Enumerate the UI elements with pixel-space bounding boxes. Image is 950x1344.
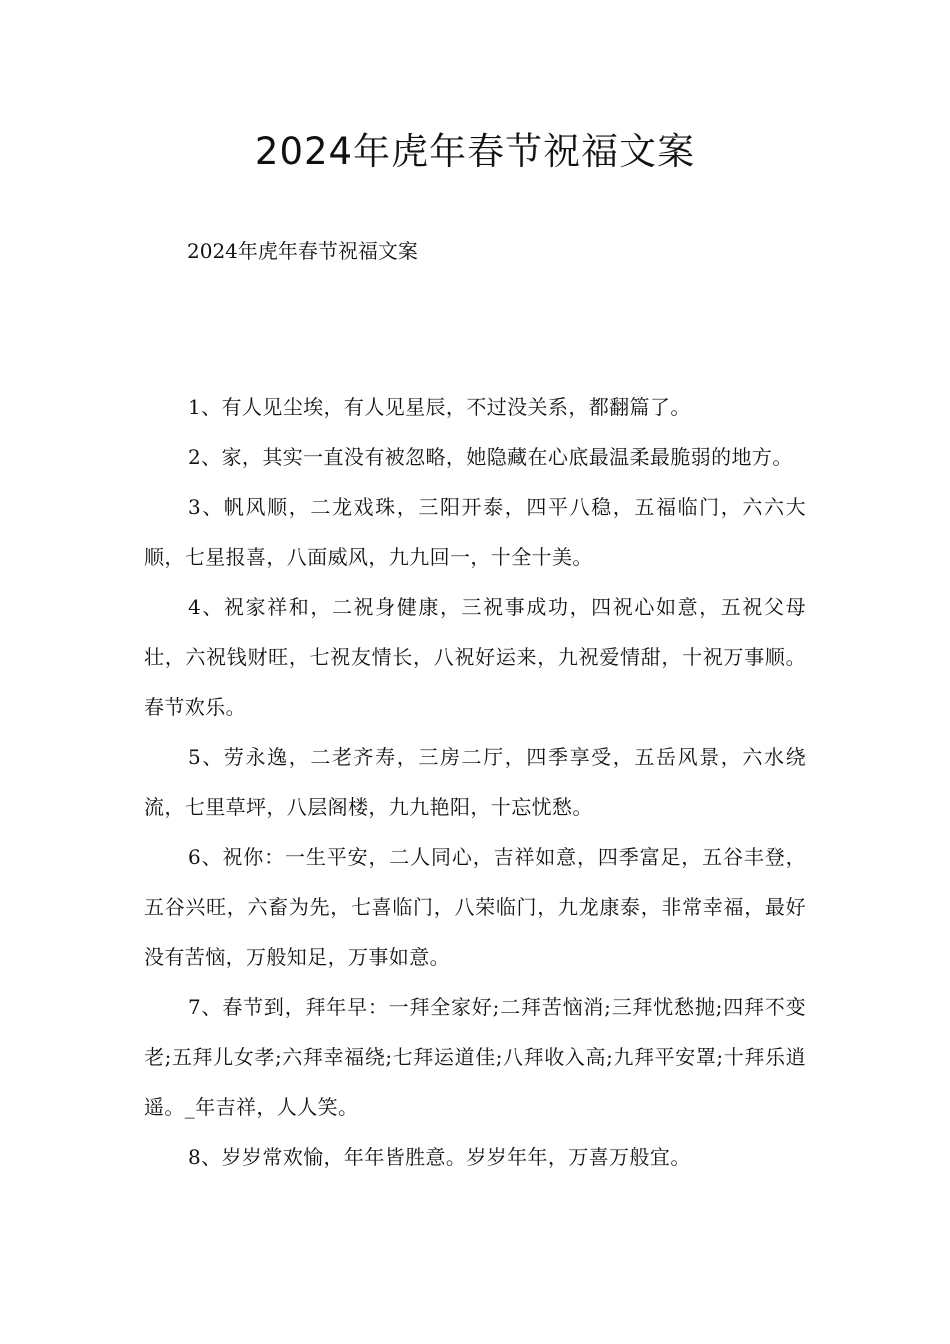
document-title: 2024年虎年春节祝福文案 — [254, 130, 696, 173]
paragraph-6: 6、祝你：一生平安，二人同心，吉祥如意，四季富足，五谷丰登，五谷兴旺，六畜为先，七喜临门，八荣临门，九龙康泰，非常幸福，最好没有苦恼，万般知足，万事如意。 — [144, 845, 806, 969]
paragraph-3: 3、帆风顺，二龙戏珠，三阳开泰，四平八稳，五福临门，六六大顺，七星报喜，八面威风，九九回一，十全十美。 — [144, 495, 806, 569]
document-subtitle: 2024年虎年春节祝福文案 — [187, 239, 418, 263]
paragraph-5: 5、劳永逸，二老齐寿，三房二厅，四季享受，五岳风景，六水绕流，七里草坪，八层阁楼，九九艳阳，十忘忧愁。 — [144, 745, 806, 819]
paragraph-1: 1、有人见尘埃，有人见星辰，不过没关系，都翻篇了。 — [188, 395, 691, 419]
paragraph-4: 4、祝家祥和，二祝身健康，三祝事成功，四祝心如意，五祝父母壮，六祝钱财旺，七祝友情长，八祝好运来，九祝爱情甜，十祝万事顺。春节欢乐。 — [144, 595, 806, 719]
paragraph-7: 7、春节到，拜年早：一拜全家好;二拜苦恼消;三拜忧愁抛;四拜不变老;五拜儿女孝;六拜幸福绕;七拜运道佳;八拜收入高;九拜平安罩;十拜乐逍遥。_年吉祥，人人笑。 — [144, 995, 806, 1119]
paragraph-2: 2、家，其实一直没有被忽略，她隐藏在心底最温柔最脆弱的地方。 — [188, 445, 793, 469]
paragraph-8: 8、岁岁常欢愉，年年皆胜意。岁岁年年，万喜万般宜。 — [188, 1145, 691, 1169]
document-body — [144, 382, 806, 1182]
